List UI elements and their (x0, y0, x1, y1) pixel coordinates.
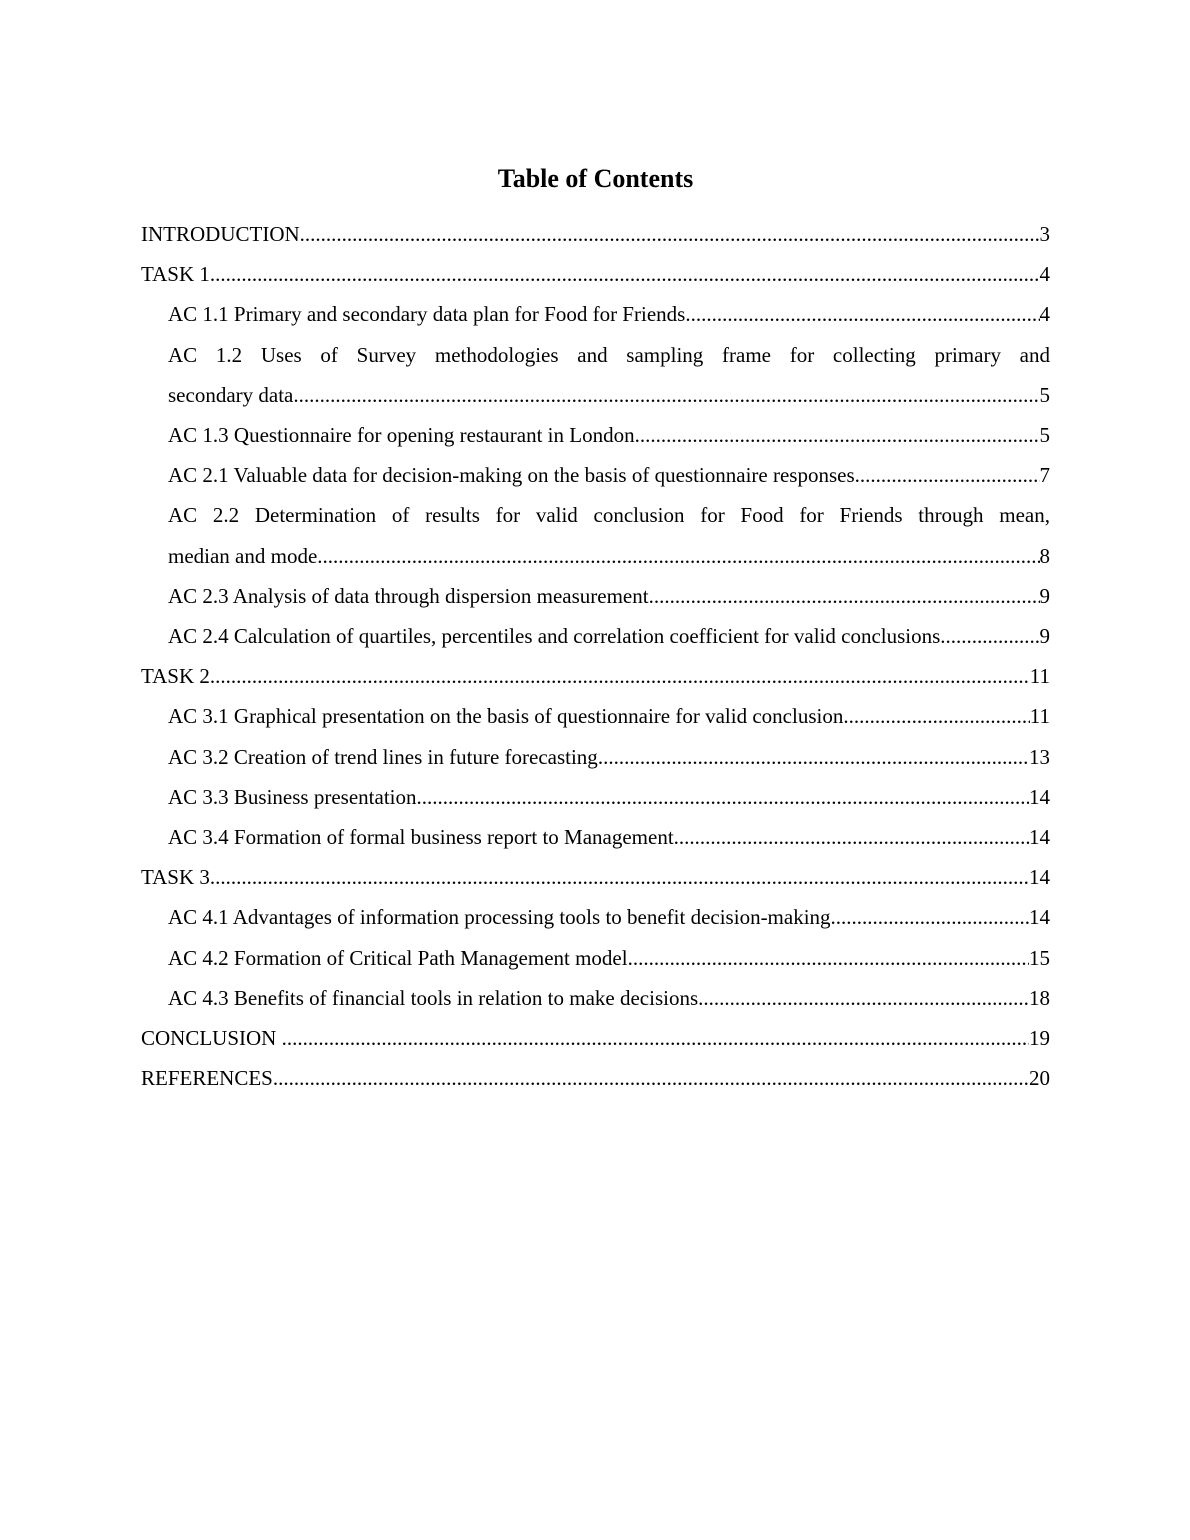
toc-entry-ac-3-3[interactable] (141, 777, 1050, 817)
dot-leader (940, 616, 1039, 656)
document-page (141, 160, 1050, 1098)
toc-entry-page: 9 (1039, 583, 1050, 608)
toc-entry-label: AC 3.4 Formation of formal business report to Management (168, 825, 674, 850)
toc-entry-ac-3-1[interactable] (141, 696, 1050, 736)
toc-entry-ac-2-2[interactable] (141, 495, 1050, 575)
toc-entry-label: AC 4.2 Formation of Critical Path Management model (168, 945, 628, 970)
toc-entry-label: AC 4.3 Benefits of financial tools in relation to make decisions (168, 985, 699, 1010)
toc-entry-page: 5 (1039, 423, 1050, 448)
toc-entry-page: 3 (1039, 222, 1050, 246)
toc-entry-ac-1-1[interactable] (141, 294, 1050, 334)
dot-leader (210, 656, 1030, 696)
toc-entry-page: 15 (1029, 945, 1050, 970)
dot-leader (210, 254, 1040, 294)
toc-entry-ac-3-4[interactable] (141, 817, 1050, 857)
dot-leader (831, 897, 1029, 937)
toc-entry-label: AC 1.3 Questionnaire for opening restaurant in London (168, 423, 635, 448)
toc-entry-label-line2: secondary data (168, 382, 294, 407)
dot-leader (628, 938, 1029, 978)
toc-entry-label: REFERENCES (141, 1066, 273, 1091)
toc-entry-task-3[interactable] (141, 857, 1050, 897)
dot-leader (855, 455, 1040, 495)
toc-entry-page: 19 (1029, 1026, 1050, 1051)
toc-entry-page: 14 (1029, 784, 1050, 809)
dot-leader (843, 696, 1029, 736)
toc-entry-page: 20 (1029, 1066, 1050, 1091)
toc-entry-label: TASK 3 (141, 865, 210, 890)
toc-entry-ac-3-2[interactable] (141, 737, 1050, 777)
toc-entry-references[interactable] (141, 1058, 1050, 1098)
toc-entry-page: 4 (1039, 302, 1050, 327)
toc-entry-label: AC 2.4 Calculation of quartiles, percentiles and correlation coefficient for valid conclusions (168, 624, 941, 649)
toc-entry-label-line1: AC 2.2 Determination of results for valid conclusion for Food for Friends through mean, (168, 503, 1050, 528)
toc-entry-label-line2: median and mode (168, 543, 318, 568)
toc-entry-page: 5 (1039, 382, 1050, 407)
toc-entry-page: 9 (1039, 624, 1050, 649)
toc-entry-task-1[interactable] (141, 254, 1050, 294)
toc-entry-page: 4 (1039, 262, 1050, 287)
dot-leader (317, 536, 1039, 576)
dot-leader (649, 576, 1040, 616)
toc-entry-ac-1-2[interactable] (141, 335, 1050, 415)
dot-leader (635, 415, 1040, 455)
toc-entry-ac-4-3[interactable] (141, 978, 1050, 1018)
toc-entry-ac-2-1[interactable] (141, 455, 1050, 495)
toc-entry-label-line1: AC 1.2 Uses of Survey methodologies and sampling frame for collecting primary and (168, 342, 1050, 367)
toc-entry-label: AC 1.1 Primary and secondary data plan for Food for Friends (168, 302, 686, 327)
dot-leader (282, 1018, 1029, 1058)
toc-entry-task-2[interactable] (141, 656, 1050, 696)
dot-leader (300, 214, 1040, 254)
toc-entry-page: 18 (1029, 985, 1050, 1010)
toc-entry-label: AC 2.1 Valuable data for decision-making on the basis of questionnaire responses (168, 463, 855, 488)
toc-entry-page: 14 (1029, 825, 1050, 850)
toc-entry-label: AC 4.1 Advantages of information processing tools to benefit decision-making (168, 905, 831, 930)
toc-entry-label: CONCLUSION (141, 1026, 282, 1051)
toc-entry-label: TASK 2 (141, 664, 210, 689)
toc-entry-page: 14 (1029, 865, 1050, 890)
toc-entry-page: 13 (1029, 744, 1050, 769)
dot-leader (698, 978, 1029, 1018)
dot-leader (210, 857, 1029, 897)
toc-entry-label: TASK 1 (141, 262, 210, 287)
dot-leader (598, 737, 1029, 777)
toc-entry-label: AC 3.3 Business presentation (168, 784, 417, 809)
toc-entry-ac-2-4[interactable] (141, 616, 1050, 656)
toc-entry-ac-4-1[interactable] (141, 897, 1050, 937)
dot-leader (674, 817, 1029, 857)
toc-entry-page: 11 (1029, 704, 1050, 729)
toc-list (141, 214, 1050, 1098)
toc-entry-conclusion[interactable] (141, 1018, 1050, 1058)
toc-entry-label: AC 3.2 Creation of trend lines in future forecasting (168, 744, 598, 769)
dot-leader (416, 777, 1029, 817)
toc-entry-ac-4-2[interactable] (141, 938, 1050, 978)
toc-entry-introduction[interactable] (141, 214, 1050, 254)
toc-entry-page: 7 (1039, 463, 1050, 488)
toc-entry-page: 14 (1029, 905, 1050, 930)
toc-entry-page: 11 (1029, 664, 1050, 689)
toc-entry-page: 8 (1039, 543, 1050, 568)
toc-entry-label: AC 2.3 Analysis of data through dispersion measurement (168, 583, 649, 608)
toc-entry-ac-2-3[interactable] (141, 576, 1050, 616)
dot-leader (273, 1058, 1029, 1098)
toc-entry-ac-1-3[interactable] (141, 415, 1050, 455)
toc-entry-label: INTRODUCTION (141, 222, 300, 246)
dot-leader (685, 294, 1039, 334)
dot-leader (293, 375, 1039, 415)
toc-entry-label: AC 3.1 Graphical presentation on the basis of questionnaire for valid conclusion (168, 704, 844, 729)
page-title: Table of Contents (497, 164, 694, 193)
